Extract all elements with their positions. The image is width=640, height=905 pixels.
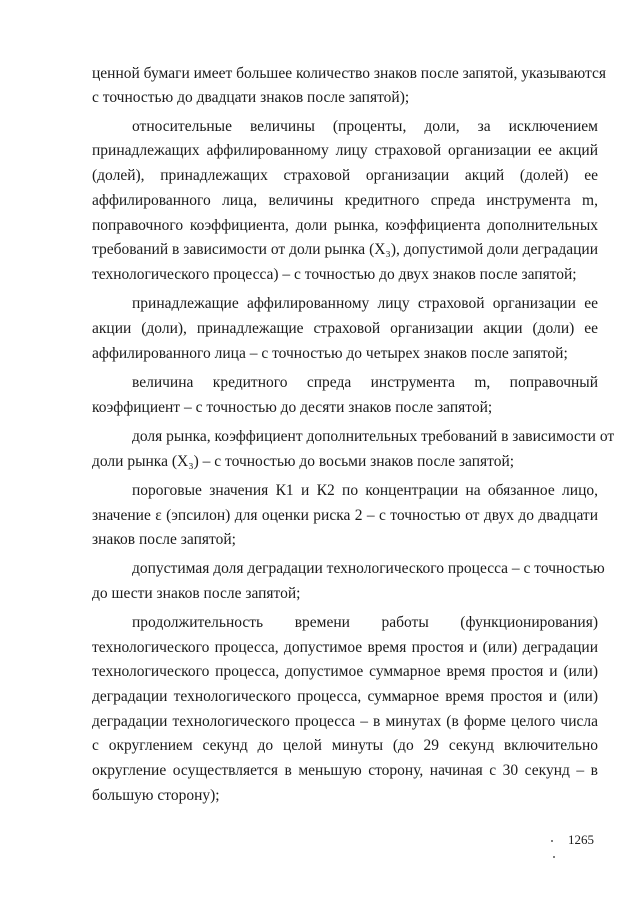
text-line: доли рынка (X₃) – с точностью до восьми знаков после запятой;	[92, 453, 515, 470]
text-line: акции (доли), принадлежащие страховой организации акции (доли) ее	[92, 320, 598, 337]
text-line: принадлежащие аффилированному лицу страховой организации ее	[132, 295, 598, 312]
text-line: большую сторону);	[92, 787, 220, 804]
text-line: принадлежащих аффилированному лицу страховой организации ее акций	[92, 142, 598, 159]
text-line: коэффициент – с точностью до десяти знаков после запятой;	[92, 399, 493, 416]
text-line: допустимая доля деградации технологического процесса – с точностью	[132, 560, 605, 577]
text-line: (долей), принадлежащих страховой организации акций (долей) ее	[92, 167, 598, 184]
text-line: с точностью до двадцати знаков после запятой);	[92, 89, 410, 106]
text-line: ценной бумаги имеет большее количество знаков после запятой, указываются	[92, 65, 606, 82]
text-line: технологического процесса) – с точностью до двух знаков после запятой;	[92, 266, 577, 283]
text-line: технологического процесса, допустимое время простоя и (или) деградации	[92, 639, 598, 656]
text-line: деградации технологического процесса, суммарное время простоя и (или)	[92, 688, 598, 705]
text-line: деградации технологического процесса – в минутах (в форме целого числа	[92, 713, 598, 730]
text-line: аффилированного лица, величины кредитного спреда инструмента m,	[92, 192, 598, 209]
text-line: знаков после запятой;	[92, 531, 236, 548]
text-line: технологического процесса, допустимое суммарное время простоя и (или)	[92, 663, 598, 680]
text-line: значение ε (эпсилон) для оценки риска 2 – с точностью от двух до двадцати	[92, 507, 598, 524]
text-line: округление осуществляется в меньшую сторону, начиная с 30 секунд – в	[92, 762, 598, 779]
text-line: до шести знаков после запятой;	[92, 585, 301, 602]
text-line: доля рынка, коэффициент дополнительных требований в зависимости от	[132, 428, 615, 445]
scan-speck	[553, 856, 555, 858]
scan-speck	[551, 840, 553, 842]
text-line: величина кредитного спреда инструмента m, поправочный	[132, 374, 598, 391]
text-line: поправочного коэффициента, доли рынка, коэффициента дополнительных	[92, 217, 598, 234]
text-line: относительные величины (проценты, доли, за исключением	[132, 118, 598, 135]
text-line: аффилированного лица – с точностью до четырех знаков после запятой;	[92, 345, 568, 362]
text-line: пороговые значения К1 и К2 по концентрации на обязанное лицо,	[132, 482, 598, 499]
text-line: продолжительность времени работы (функционирования)	[132, 614, 598, 631]
text-line: с округлением секунд до целой минуты (до 29 секунд включительно	[92, 737, 598, 754]
text-line: требований в зависимости от доли рынка (X₃), допустимой доли деградации	[92, 241, 598, 258]
page-number: 1265	[568, 832, 594, 847]
